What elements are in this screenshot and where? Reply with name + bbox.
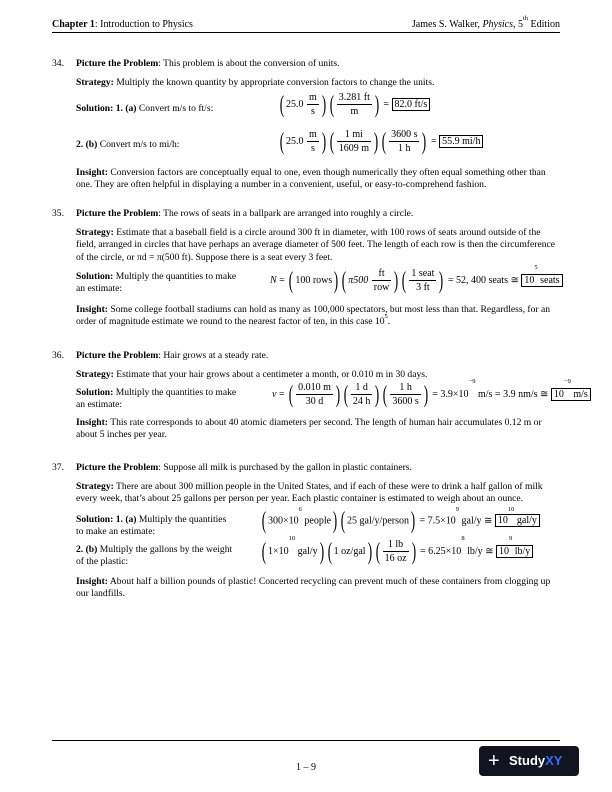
- page-number: 1 – 9: [296, 762, 316, 773]
- solution: Solution: Multiply the quantities to make an estimate:: [76, 271, 237, 295]
- insight: Insight: Some college football stadiums can hold as many as 100,000 spectators, but most less than that. Regardless, for an order of magnitude estimate we round to the nearest factor of ten, in this case $10^5$.: [76, 304, 551, 328]
- equation: N = ( 100 rows) ( π500 $\frac{ft}{\text{row}}$ ) ( $\frac{\text{1 seat}}{3 ft}$ ) = 52, 400 seats ≅ $10^5$ seats: [270, 267, 563, 294]
- insight: Insight: This rate corresponds to about 40 atomic diameters per second. The length of human hair accumulates 0.12 m or about 5 inches per year.: [76, 417, 542, 441]
- problem-36: [52, 350, 588, 450]
- solution: Solution: Multiply the quantities to make an estimate:: [76, 387, 237, 411]
- problem-number: 37.: [52, 462, 64, 473]
- problem-35: [52, 208, 560, 338]
- picture-the-problem: Picture the Problem: Suppose all milk is purchased by the gallon in plastic containers.: [76, 462, 412, 473]
- problem-34: [52, 58, 560, 191]
- answer-box: $10^5$ seats: [521, 274, 562, 287]
- equation-b: ( 25.0 $\frac{m}{s}$ ) ( $\frac{1 mi}{1609 m}$ ) ( $\frac{3600 s}{1 h}$ ) = 55.9 mi/h: [278, 128, 483, 155]
- strategy: Strategy: Estimate that your hair grows about a centimeter a month, or 0.010 m in 30 days.: [76, 369, 428, 380]
- equation-a: ( $300\times 10^6$ people) ( 25 gal/y/person) = $7.5\times 10^9$ gal/y ≅ $10^{10}$ gal/y: [260, 509, 540, 533]
- answer-box: 55.9 mi/h: [439, 135, 483, 148]
- problem-number: 36.: [52, 350, 64, 361]
- equation: v = ( $\frac{0.010 m}{30 d}$ ) ( $\frac{1 d}{24 h}$ ) ( $\frac{1 h}{3600 s}$ ) = $3.9\times 10^{-9}$ m/s = 3.9 nm/s ≅ $10^{-9}$ m/s: [272, 381, 591, 408]
- answer-box: $10^{-9}$ m/s: [551, 388, 591, 401]
- picture-the-problem: Picture the Problem: The rows of seats in a ballpark are arranged into roughly a circle.: [76, 208, 414, 219]
- footer-rule: [52, 740, 560, 741]
- plus-icon: +: [488, 750, 500, 772]
- solution-a: Solution: 1. (a) Multiply the quantities to make an estimate:: [76, 514, 227, 538]
- answer-box: $10^9$ lb/y: [496, 545, 533, 558]
- strategy: Strategy: Multiply the known quantity by appropriate conversion factors to change the units.: [76, 77, 435, 88]
- problem-37: [52, 462, 560, 602]
- insight: Insight: About half a billion pounds of plastic! Concerted recycling can prevent much of these containers from clogging up our landfills.: [76, 576, 551, 600]
- picture-the-problem: Picture the Problem: Hair grows at a steady rate.: [76, 350, 269, 361]
- solution-b: 2. (b) Convert m/s to mi/h:: [76, 139, 180, 150]
- chapter-heading: Chapter 1: Introduction to Physics: [52, 19, 193, 30]
- page-header: [52, 15, 560, 33]
- equation-a: ( 25.0 $\frac{m}{s}$ ) ( $\frac{3.281 ft}{m}$ ) = 82.0 ft/s: [278, 91, 430, 118]
- book-credit: James S. Walker, Physics, 5th Edition: [411, 15, 560, 30]
- problem-number: 35.: [52, 208, 64, 219]
- solution-a: Solution: 1. (a) Convert m/s to ft/s:: [76, 103, 214, 114]
- answer-box: 82.0 ft/s: [392, 98, 431, 111]
- studyxy-logo[interactable]: + StudyXY: [479, 746, 579, 776]
- strategy: Strategy: Estimate that a baseball field is a circle around 300 ft in diameter, with 100 rows of seats around outside of the field, arranged in circles that have perhaps an average diameter of 500 feet. The length of each row is then the circumference of the circle, or πd = π(500 ft). Suppose there is a seat every 3 feet.: [76, 227, 556, 263]
- solution-b: 2. (b) Multiply the gallons by the weight of the plastic:: [76, 544, 233, 568]
- equation-b: ( $1\times 10^{10}$ gal/y) ( 1 oz/gal) ( $\frac{1 lb}{16 oz}$ ) = $6.25\times 10^8$ lb/y ≅ $10^9$ lb/y: [260, 538, 533, 565]
- insight: Insight: Conversion factors are conceptually equal to one, even though numerically they often equal something other than one. They are often helpful in displaying a number in a convenient, useful, or easy-to-comprehend fashion.: [76, 167, 546, 191]
- strategy: Strategy: There are about 300 million people in the United States, and if each of these were to drink a half gallon of milk every week, that’s about 25 gallons per person per year. Each plastic container is estimated to weigh about an ounce.: [76, 481, 543, 505]
- picture-the-problem: Picture the Problem: This problem is about the conversion of units.: [76, 58, 340, 69]
- answer-box: $10^{10}$ gal/y: [495, 514, 540, 527]
- problem-number: 34.: [52, 58, 64, 69]
